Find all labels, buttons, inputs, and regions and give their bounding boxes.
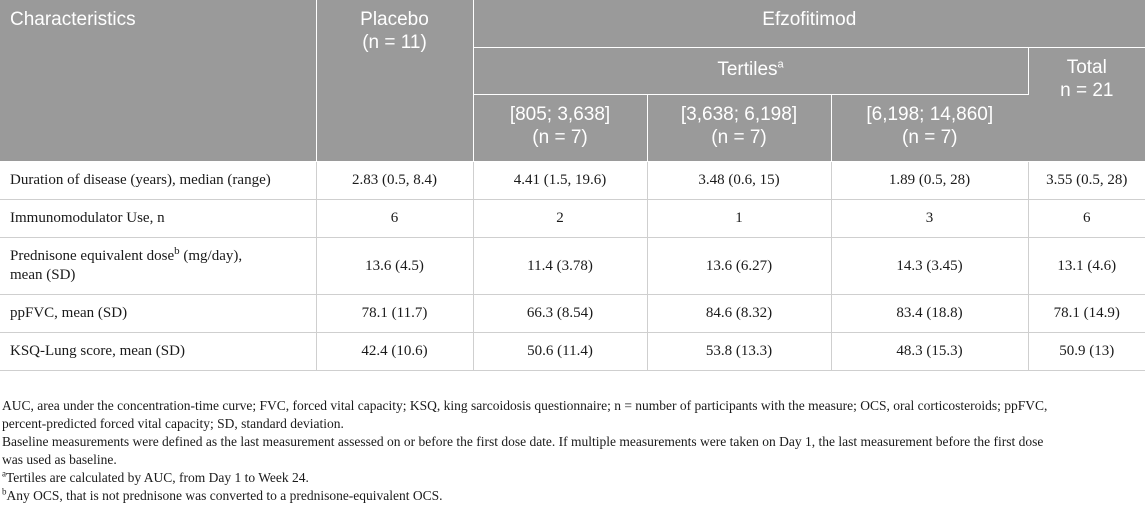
cell-total: 50.9 (13)	[1028, 333, 1145, 371]
abbreviations-note: AUC, area under the concentration-time curve; FVC, forced vital capacity; KSQ, king sarcoidosis questionnaire; n = number of participants with the measure; OCS, oral corticosteroids; ppFVC, percent-predicted forced vital capacity; SD, standard deviation.	[2, 398, 1048, 431]
cell-tertile-3: 14.3 (3.45)	[831, 238, 1028, 295]
footnote-b: $^b$Any OCS, that is not prednisone was converted to a prednisone-equivalent OCS.	[2, 486, 443, 503]
header-placebo	[316, 0, 473, 162]
header-tertiles: Tertiles$^a$	[473, 48, 1028, 95]
header-tertile-3: [6,198; 14,860] (n = 7)	[831, 95, 1028, 162]
cell-tertile-1: 4.41 (1.5, 19.6)	[473, 162, 647, 200]
cell-tertile-3: 3	[831, 200, 1028, 238]
placebo-label: Placebo	[360, 9, 429, 30]
row-label: Duration of disease (years), median (range)	[0, 162, 316, 200]
prednisone-footnote-mark: b	[174, 245, 180, 257]
cell-tertile-2: 1	[647, 200, 831, 238]
cell-tertile-2: 13.6 (6.27)	[647, 238, 831, 295]
placebo-n: (n = 11)	[362, 32, 427, 53]
row-label: ppFVC, mean (SD)	[0, 295, 316, 333]
table-row	[0, 295, 1145, 333]
header-tertile-2: [3,638; 6,198] (n = 7)	[647, 95, 831, 162]
table-body	[0, 162, 1145, 371]
cell-tertile-2: 3.48 (0.6, 15)	[647, 162, 831, 200]
cell-tertile-1: 11.4 (3.78)	[473, 238, 647, 295]
footnote-a: $^a$Tertiles are calculated by AUC, from Day 1 to Week 24.	[2, 468, 309, 485]
header-total	[1028, 48, 1145, 162]
cell-tertile-3: 1.89 (0.5, 28)	[831, 162, 1028, 200]
cell-tertile-2: 53.8 (13.3)	[647, 333, 831, 371]
total-n: n = 21	[1060, 80, 1114, 101]
table-row	[0, 238, 1145, 295]
cell-placebo: 78.1 (11.7)	[316, 295, 473, 333]
cell-total: 78.1 (14.9)	[1028, 295, 1145, 333]
row-label: Immunomodulator Use, n	[0, 200, 316, 238]
table-row	[0, 162, 1145, 200]
cell-tertile-1: 66.3 (8.54)	[473, 295, 647, 333]
total-label: Total	[1066, 57, 1107, 78]
table-row	[0, 333, 1145, 371]
row-label: KSQ-Lung score, mean (SD)	[0, 333, 316, 371]
cell-placebo: 6	[316, 200, 473, 238]
table-footnotes	[2, 397, 1142, 505]
header-tertile-1: [805; 3,638] (n = 7)	[473, 95, 647, 162]
baseline-note: Baseline measurements were defined as the last measurement assessed on or before the first dose date. If multiple measurements were taken on Day 1, the last measurement before the first dose was used as baseline.	[2, 434, 1044, 467]
cell-placebo: 2.83 (0.5, 8.4)	[316, 162, 473, 200]
table-header	[0, 0, 1145, 162]
cell-total: 13.1 (4.6)	[1028, 238, 1145, 295]
cell-placebo: 13.6 (4.5)	[316, 238, 473, 295]
tertiles-footnote-mark: a	[777, 58, 784, 71]
cell-tertile-1: 50.6 (11.4)	[473, 333, 647, 371]
cell-tertile-1: 2	[473, 200, 647, 238]
cell-total: 6	[1028, 200, 1145, 238]
cell-total: 3.55 (0.5, 28)	[1028, 162, 1145, 200]
cell-placebo: 42.4 (10.6)	[316, 333, 473, 371]
cell-tertile-3: 83.4 (18.8)	[831, 295, 1028, 333]
cell-tertile-3: 48.3 (15.3)	[831, 333, 1028, 371]
cell-tertile-2: 84.6 (8.32)	[647, 295, 831, 333]
table-row	[0, 200, 1145, 238]
header-efzofitimod: Efzofitimod	[473, 0, 1145, 48]
row-label: Prednisone equivalent dose$^b$ (mg/day), mean (SD)	[0, 238, 316, 295]
header-characteristics: Characteristics	[0, 0, 316, 162]
